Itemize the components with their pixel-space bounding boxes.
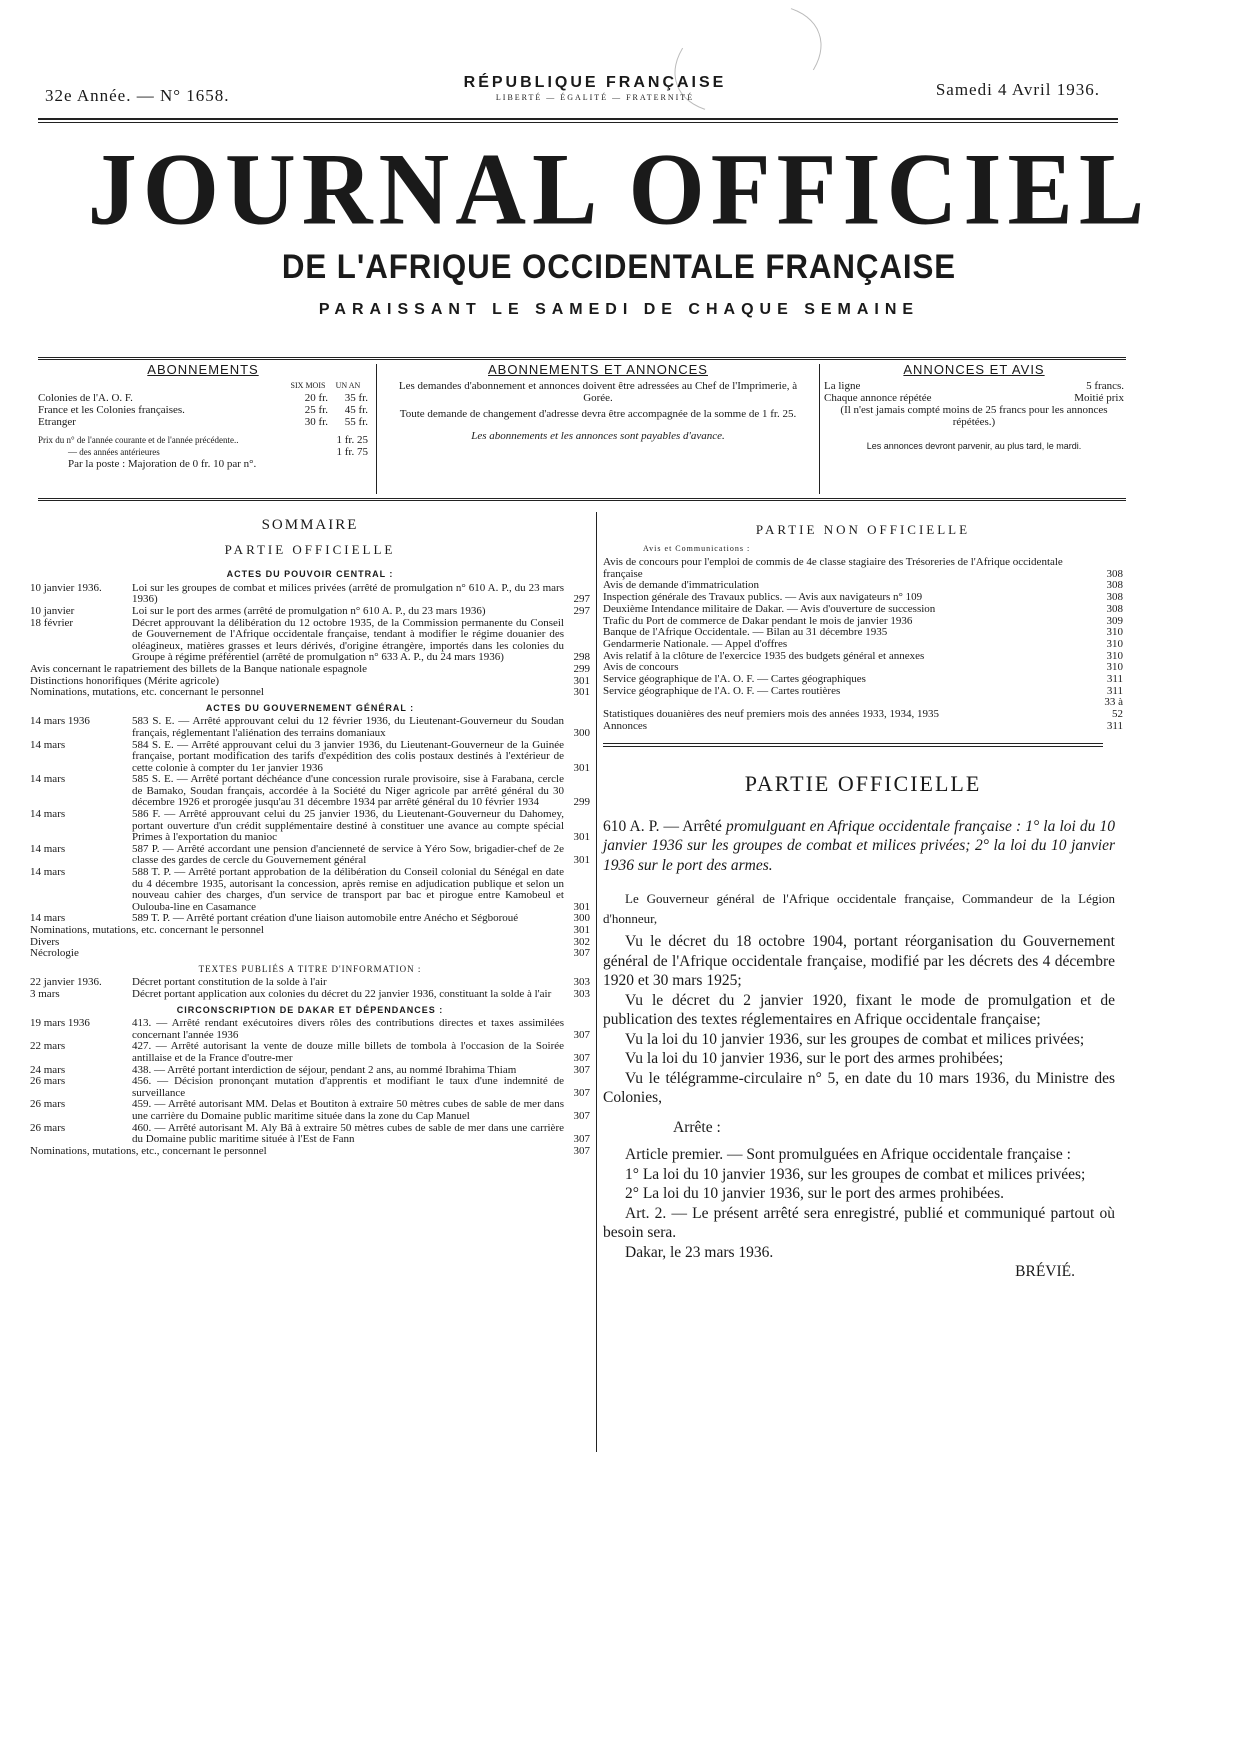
entry-page: 299 [573,662,590,675]
entry-title: Deuxième Intendance militaire de Dakar. — Avis d'ouverture de succession [603,602,936,615]
entry-title: Gendarmerie Nationale. — Appel d'offres [603,637,788,650]
entry-title: Annonces [603,719,647,732]
entry-page: 300 [573,912,590,925]
entry-page: 307 [573,1063,590,1076]
annonces-title: ANNONCES ET AVIS [903,362,1045,377]
price-row: Prix du n° de l'année courante et de l'année précédente.. 1 fr. 25 [38,434,368,446]
toc-entry [603,651,1123,663]
entry-page: 301 [573,854,590,867]
sommaire-list [30,583,590,664]
entry-title: Avis de demande d'immatriculation [603,579,760,592]
entry-page: 301 [573,900,590,913]
entry-page: 310 [1106,637,1123,650]
column-divider [596,512,597,1452]
republic-motto: LIBERTÉ — ÉGALITÉ — FRATERNITÉ [495,93,695,102]
entry-title: 583 S. E. — Arrêté approuvant celui du 12 février 1936, du Lieutenant-Gouverneur du Soudan français, réglementant l'aliénation des terrains domaniaux [132,715,564,739]
entry-title: Inspection générale des Travaux publics. — Avis aux navigateurs n° 109 [603,591,923,604]
entry-title: Nominations, mutations, etc. concernant le personnel [30,686,264,699]
toc-entry [603,557,1123,580]
toc-entry [603,604,1123,616]
toc-entry [30,1146,590,1158]
journal-tagline: PARAISSANT LE SAMEDI DE CHAQUE SEMAINE [318,301,920,318]
entry-date: 26 mars [30,1098,66,1111]
toc-entry [30,687,590,699]
toc-entry [30,1099,590,1122]
toc-entry [30,618,590,664]
entry-date: 26 mars [30,1075,66,1088]
rate-row: Etranger 30 fr. 55 fr. [38,416,368,428]
toc-entry [30,740,590,775]
entry-date: 10 janvier 1936. [30,581,102,594]
entry-title: 589 T. P. — Arrêté portant création d'une liaison automobile entre Anécho et Ségboroué [132,912,519,925]
toc-entry [30,716,590,739]
entry-title: 456. — Décision prononçant mutation d'apprentis et modifiant le taux d'une indemnité de surveillance [132,1075,564,1099]
entry-title: Avis concernant le rapatriement des billets de la Banque nationale espagnole [30,662,368,675]
entry-page: 307 [573,1133,590,1146]
entry-title: Décret approuvant la délibération du 12 octobre 1935, de la Commission permanente du Conseil de Gouvernement de l'Afrique occidentale française, tendant à modifier le régime douanier des oléagineux, matières grasses et leurs dérivés, d'origine étrangère, importés dans les colonies du Groupe à régime préférentiel (arrêté de promulgation n° 633 A. P., du 24 mars 1936) [132,616,564,664]
abon-annonces-title: ABONNEMENTS ET ANNONCES [488,362,708,377]
entry-date: 24 mars [30,1063,66,1076]
entry-page: 33 à 52 [1104,696,1123,721]
rate-row: France et les Colonies françaises. 25 fr. 45 fr. [38,404,368,416]
issue-date: Samedi 4 Avril 1936. [935,80,1100,99]
entry-title: Avis de concours [603,661,679,674]
entry-page: 307 [573,1028,590,1041]
top-rule [38,118,1118,123]
journal-title: JOURNAL OFFICIEL [87,133,1151,247]
entry-page: 309 [1106,614,1123,627]
entry-date: 14 mars [30,773,66,786]
entry-title: Décret portant constitution de la solde à l'air [132,976,327,989]
toc-entry [30,664,590,676]
sommaire-list [30,925,590,960]
entry-title: Avis relatif à la clôture de l'exercice 1935 des budgets général et annexes [603,649,925,662]
entry-page: 310 [1106,626,1123,639]
entry-page: 308 [1106,579,1123,592]
entry-date: 14 mars [30,866,66,879]
toc-entry [30,809,590,844]
arrete-body: 610 A. P. — Arrêté promulguant en Afrique occidentale française : 1° la loi du 10 janvier 1936 sur les groupes de combat et milices privées; 2° la loi du 10 janvier 1936 sur le port des armes. Le Gouverneur général de l'Afrique occidentale française, Commandeur de la Légion d'honneur, Vu le décret du 18 octobre 1904, portant réorganisation du Gouvernement général de l'Afrique occidentale française, modifié par les décrets des 4 décembre 1920 et 30 mars 1925; Vu le décret du 2 janvier 1920, fixant le mode de promulgation et de publication des textes réglementaires en Afrique occidentale française; Vu la loi du 10 janvier 1936, sur les groupes de combat et milices privées; Vu la loi du 10 janvier 1936, sur le port des armes prohibées; Vu le télégramme-circulaire n° 5, en date du 10 mars 1936, du Ministre des Colonies, Arrête : Article premier. — Sont promulguées en Afrique occidentale française : 1° La loi du 10 janvier 1936, sur les groupes de combat et milices privées; 2° La loi du 10 janvier 1936, sur le port des armes prohibées. Art. 2. — Le présent arrêté sera enregistré, publié et communiqué partout où besoin sera. Dakar, le 23 mars 1936. BRÉVIÉ. [603,817,1116,1281]
one-year-header: UN AN [335,381,361,390]
entry-page: 301 [573,674,590,687]
non-officielle-list [603,557,1123,733]
entry-page: 310 [1106,661,1123,674]
toc-entry [603,639,1123,651]
toc-entry [30,948,590,960]
entry-page: 303 [573,976,590,989]
top-line [45,74,1110,108]
entry-page: 303 [573,987,590,1000]
toc-entry [603,686,1123,698]
entry-date: 22 janvier 1936. [30,976,102,989]
issue-number: 32e Année. — N° 1658. [45,86,230,105]
entry-date: 10 janvier [30,604,75,617]
entry-page: 310 [1106,649,1123,662]
postmark-stamp [659,0,837,133]
abon-annonces-column: ABONNEMENTS ET ANNONCES Les demandes d'abonnement et annonces doivent être adressées au Chef de l'Imprimerie, à Gorée. Toute demande de changement d'adresse devra être accompagnée de la somme de 1 fr. 25. Les abonnements et les annonces sont payables d'avance. [376,364,820,494]
entry-title: Nominations, mutations, etc. concernant le personnel [30,924,264,936]
signature: BRÉVIÉ. [1015,1263,1075,1281]
entry-title: 587 P. — Arrêté accordant une pension d'ancienneté de service à Yéro Sow, brigadier-chef de 2e classe des gardes de cercle du Gouvernement général [132,842,564,867]
toc-entry [30,1018,590,1041]
sommaire-partie: PARTIE OFFICIELLE [224,541,396,557]
entry-page: 301 [573,761,590,774]
entry-page: 311 [1106,684,1123,697]
entry-page: 307 [573,1051,590,1064]
entry-title: Statistiques douanières des neuf premiers mois des années 1933, 1934, 1935 [603,708,940,721]
republic-label: RÉPUBLIQUE FRANÇAISE [463,74,727,91]
entry-date: 14 mars [30,738,66,751]
toc-entry [603,721,1123,733]
entry-page: 307 [573,1144,590,1157]
entry-title: 459. — Arrêté autorisant MM. Delas et Boutiton à extraire 50 mètres cubes de sable de mer dans une carrière du Domaine public maritime située dans la zone du Cap Manuel [132,1098,564,1122]
entry-title: 427. — Arrêté autorisant la vente de douze mille billets de tombola à l'occasion de la Soirée antillaise et de la France d'outre-mer [132,1040,564,1064]
abonnements-column [38,364,368,494]
entry-title: Nominations, mutations, etc., concernant le personnel [30,1144,267,1157]
toc-entry [30,774,590,809]
entry-date: 18 février [30,616,74,629]
price-row: — des années antérieures 1 fr. 75 [68,446,368,458]
entry-page: 299 [573,796,590,809]
entry-date: 3 mars [30,987,60,1000]
entry-title: Décret portant application aux colonies du décret du 22 janvier 1936, constituant la solde à l'air [132,987,552,1000]
entry-date: 14 mars [30,808,66,821]
entry-page: 298 [573,651,590,664]
entry-title: Trafic du Port de commerce de Dakar pendant le mois de janvier 1936 [603,614,913,627]
entry-title: Avis de concours pour l'emploi de commis de 4e classe stagiaire des Trésoreries de l'Afrique occidentale française [603,556,1063,580]
entry-date: 14 mars [30,842,66,855]
entry-page: 307 [573,1109,590,1122]
toc-entry [30,844,590,867]
toc-entry [30,925,590,937]
entry-title: Nécrologie [30,947,79,960]
entry-title: Loi sur le port des armes (arrêté de promulgation n° 610 A. P., du 23 mars 1936) [132,604,486,617]
entry-title: 585 S. E. — Arrêté portant déchéance d'une concession rurale provisoire, sise à Farabana, cercle de Bamako, Soudan français, accordée à la Société du Niger agricole par arrêté général du 30 décembre 1926 et prorogée jusqu'au 31 décembre 1934 par arrêté général du 10 février 1934 [132,773,564,809]
sommaire-column [30,517,590,1157]
entry-date: 14 mars [30,912,66,925]
entry-page: 307 [573,947,590,960]
toc-entry [30,989,590,1001]
toc-entry [30,937,590,949]
avis-heading: Avis et Communications : [643,544,751,553]
entry-page: 297 [573,593,590,606]
masthead [0,133,1238,319]
entry-title: Loi sur les groupes de combat et milices privées (arrêté de promulgation n° 610 A. P., du 23 mars 1936) [132,581,564,606]
entry-date: 14 mars 1936 [30,715,90,728]
entry-title: 438. — Arrêté portant interdiction de séjour, pendant 2 ans, au nommé Ibrahima Thiam [132,1063,517,1076]
sommaire-list [30,716,590,925]
section-heading: ACTES DU POUVOIR CENTRAL : [226,569,394,580]
entry-page: 307 [573,1086,590,1099]
toc-entry [30,1123,590,1146]
toc-entry [603,697,1123,720]
entry-page: 308 [1106,591,1123,604]
entry-page: 311 [1106,673,1123,686]
sommaire-list [30,1146,590,1158]
toc-entry [30,867,590,913]
postal-surcharge: Par la poste : Majoration de 0 fr. 10 par n°. [68,458,257,470]
entry-title: Banque de l'Afrique Occidentale. — Bilan au 31 décembre 1935 [603,626,888,639]
journal-subtitle: DE L'AFRIQUE OCCIDENTALE FRANÇAISE [281,248,957,286]
section-heading: CIRCONSCRIPTION DE DAKAR ET DÉPENDANCES : [176,1004,444,1015]
entry-page: 308 [1106,567,1123,580]
officielle-title: PARTIE OFFICIELLE [744,770,982,796]
entry-date: 22 mars [30,1040,66,1053]
entry-title: Divers [30,935,60,948]
entry-title: Service géographique de l'A. O. F. — Cartes routières [603,684,841,697]
sommaire-list [30,664,590,699]
annonces-column: ANNONCES ET AVIS La ligne 5 francs. Chaque annonce répétée Moitié prix (Il n'est jamais compté moins de 25 francs pour les annonces répétées.) Les annonces devront parvenir, au plus tard, le mardi. [824,362,1124,451]
entry-page: 300 [573,726,590,739]
section-heading: ACTES DU GOUVERNEMENT GÉNÉRAL : [205,702,415,713]
entry-title: 588 T. P. — Arrêté portant approbation de la délibération du Conseil colonial du Sénégal en date du 4 décembre 1935, autorisant la concession, après remise en adjudication publique et selon un nouveau cahier des charges, d'un service de transport par bac et pirogue entre Kamobeul et Oulouba-line en Casamance [132,866,564,913]
entry-date: 26 mars [30,1121,66,1134]
entry-page: 302 [573,935,590,948]
entry-title: Service géographique de l'A. O. F. — Cartes géographiques [603,673,866,686]
toc-entry [30,583,590,606]
entry-title: 413. — Arrêté rendant exécutoires divers rôles des contributions directes et taxes assimilées concernant l'année 1936 [132,1017,564,1041]
place-date: Dakar, le 23 mars 1936. [625,1243,774,1261]
republic-header [405,74,785,102]
entry-page: 311 [1106,719,1123,732]
section-rule [603,743,1103,747]
sommaire-title: SOMMAIRE [261,517,359,533]
sommaire-list [30,977,590,1000]
entry-page: 301 [573,924,590,936]
right-column [603,522,1123,1282]
toc-entry [30,606,590,618]
entry-title: 584 S. E. — Arrêté approuvant celui du 3 janvier 1936, du Lieutenant-Gouverneur de la Guinée française, portant modification des tarifs d'expédition des colis postaux destinés à l'extérieur de cette colonie à compter du 1er janvier 1936 [132,738,564,774]
gouverneur-line: Le Gouverneur général de l'Afrique occidentale française, Commandeur de la Légion d'honneur, [603,891,1115,926]
toc-entry [30,1076,590,1099]
entry-title: 460. — Arrêté autorisant M. Aly Bâ à extraire 50 mètres cubes de sable de mer dans une carrière du Domaine public maritime située à l'Est de Fann [132,1121,564,1146]
entry-date: 19 mars 1936 [30,1017,90,1030]
toc-entry [30,1041,590,1064]
six-months-header: SIX MOIS [290,381,326,390]
abonnements-title: ABONNEMENTS [147,362,259,377]
sommaire-list [30,1018,590,1146]
rate-row: Colonies de l'A. O. F. 20 fr. 35 fr. [38,392,368,404]
entry-title: Distinctions honorifiques (Mérite agricole) [30,674,220,687]
arrete-label: Arrête : [673,1118,721,1136]
subscription-box [38,357,1126,501]
non-officielle-title: PARTIE NON OFFICIELLE [755,522,971,537]
toc-entry [603,674,1123,686]
entry-page: 301 [573,831,590,844]
entry-page: 301 [573,686,590,699]
entry-title: 586 F. — Arrêté approuvant celui du 25 janvier 1936, du Lieutenant-Gouverneur du Dahomey, portant ouverture d'un crédit supplémentaire destiné à constituer une avance au compte spécial Primes à l'exportation du manioc [132,808,564,844]
entry-page: 297 [573,604,590,617]
arrete-heading: 610 A. P. — Arrêté promulguant en Afrique occidentale française : 1° la loi du 10 janvier 1936 sur les groupes de combat et milices privées; 2° la loi du 10 janvier 1936 sur le port des armes. [603,817,1116,874]
entry-page: 308 [1106,602,1123,615]
section-heading: TEXTES PUBLIÉS A TITRE D'INFORMATION : [198,963,422,974]
